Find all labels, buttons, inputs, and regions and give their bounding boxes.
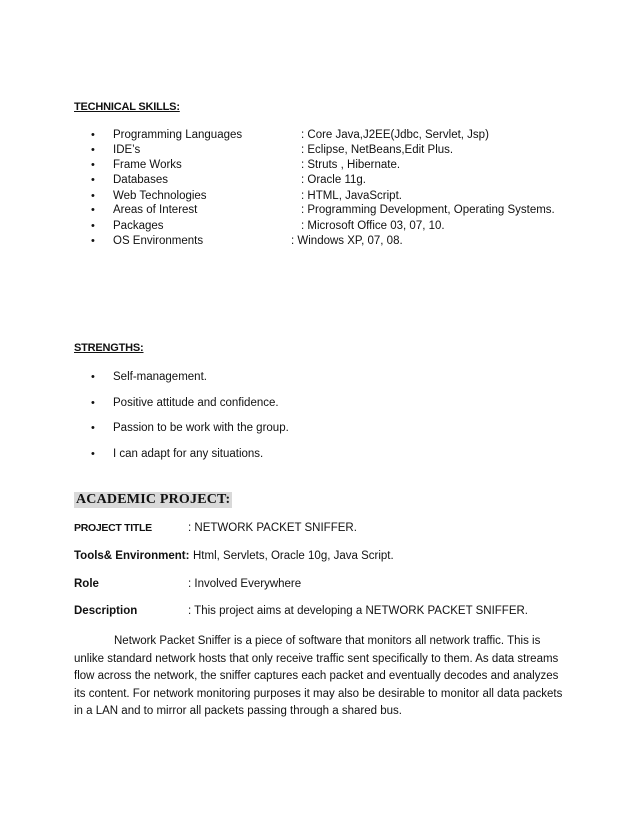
- bullet-icon: •: [91, 204, 95, 216]
- bullet-icon: •: [91, 397, 95, 409]
- strength-item: I can adapt for any situations.: [113, 448, 264, 460]
- bullet-icon: •: [91, 190, 95, 202]
- skill-value: : Struts , Hibernate.: [301, 159, 401, 171]
- skill-label: Databases: [113, 174, 168, 186]
- skill-label: Frame Works: [113, 159, 182, 171]
- bullet-icon: •: [91, 220, 95, 232]
- bullet-icon: •: [91, 422, 95, 434]
- bullet-icon: •: [91, 371, 95, 383]
- bullet-icon: •: [91, 129, 95, 141]
- skill-label: Programming Languages: [113, 129, 243, 141]
- strength-item: Passion to be work with the group.: [113, 422, 289, 434]
- skill-label: OS Environments: [113, 235, 204, 247]
- strengths-heading: STRENGTHS:: [74, 342, 144, 354]
- role-value: : Involved Everywhere: [188, 578, 302, 590]
- skill-label: IDE’s: [113, 144, 141, 156]
- tools-value: Html, Servlets, Oracle 10g, Java Script.: [193, 550, 394, 562]
- skill-label: Web Technologies: [113, 190, 207, 202]
- project-title-label: PROJECT TITLE: [74, 522, 152, 534]
- strength-item: Positive attitude and confidence.: [113, 397, 279, 409]
- bullet-icon: •: [91, 174, 95, 186]
- description-value: : This project aims at developing a NETWORK PACKET SNIFFER.: [188, 605, 528, 617]
- strength-item: Self-management.: [113, 371, 207, 383]
- technical-skills-heading: TECHNICAL SKILLS:: [74, 101, 180, 113]
- skill-value: : Programming Development, Operating Systems.: [301, 204, 555, 216]
- skill-label: Areas of Interest: [113, 204, 198, 216]
- skill-value: : Oracle 11g.: [301, 174, 366, 186]
- description-paragraph: [74, 633, 564, 721]
- bullet-icon: •: [91, 448, 95, 460]
- bullet-icon: •: [91, 235, 95, 247]
- bullet-icon: •: [91, 159, 95, 171]
- tools-label: Tools& Environment:: [74, 550, 190, 562]
- description-paragraph-text: Network Packet Sniffer is a piece of software that monitors all network traffic. This is unlike standard network hosts that only receive traffic sent specifically to them. As data streams flow across the network, the sniffer captures each packet and eventually decodes and analyzes its content. For network monitoring purposes it may also be desirable to monitor all data packets in a LAN and to mirror all packets passing through a shared bus.: [74, 635, 563, 717]
- bullet-icon: •: [91, 144, 95, 156]
- skill-value: : HTML, JavaScript.: [301, 190, 402, 202]
- skill-label: Packages: [113, 220, 164, 232]
- academic-project-heading: ACADEMIC PROJECT:: [76, 492, 231, 507]
- role-label: Role: [74, 578, 99, 590]
- skill-value: : Microsoft Office 03, 07, 10.: [301, 220, 445, 232]
- project-title-value: : NETWORK PACKET SNIFFER.: [188, 522, 357, 534]
- skill-value: : Windows XP, 07, 08.: [291, 235, 403, 247]
- description-label: Description: [74, 605, 138, 617]
- skill-value: : Core Java,J2EE(Jdbc, Servlet, Jsp): [301, 129, 489, 141]
- skill-value: : Eclipse, NetBeans,Edit Plus.: [301, 144, 454, 156]
